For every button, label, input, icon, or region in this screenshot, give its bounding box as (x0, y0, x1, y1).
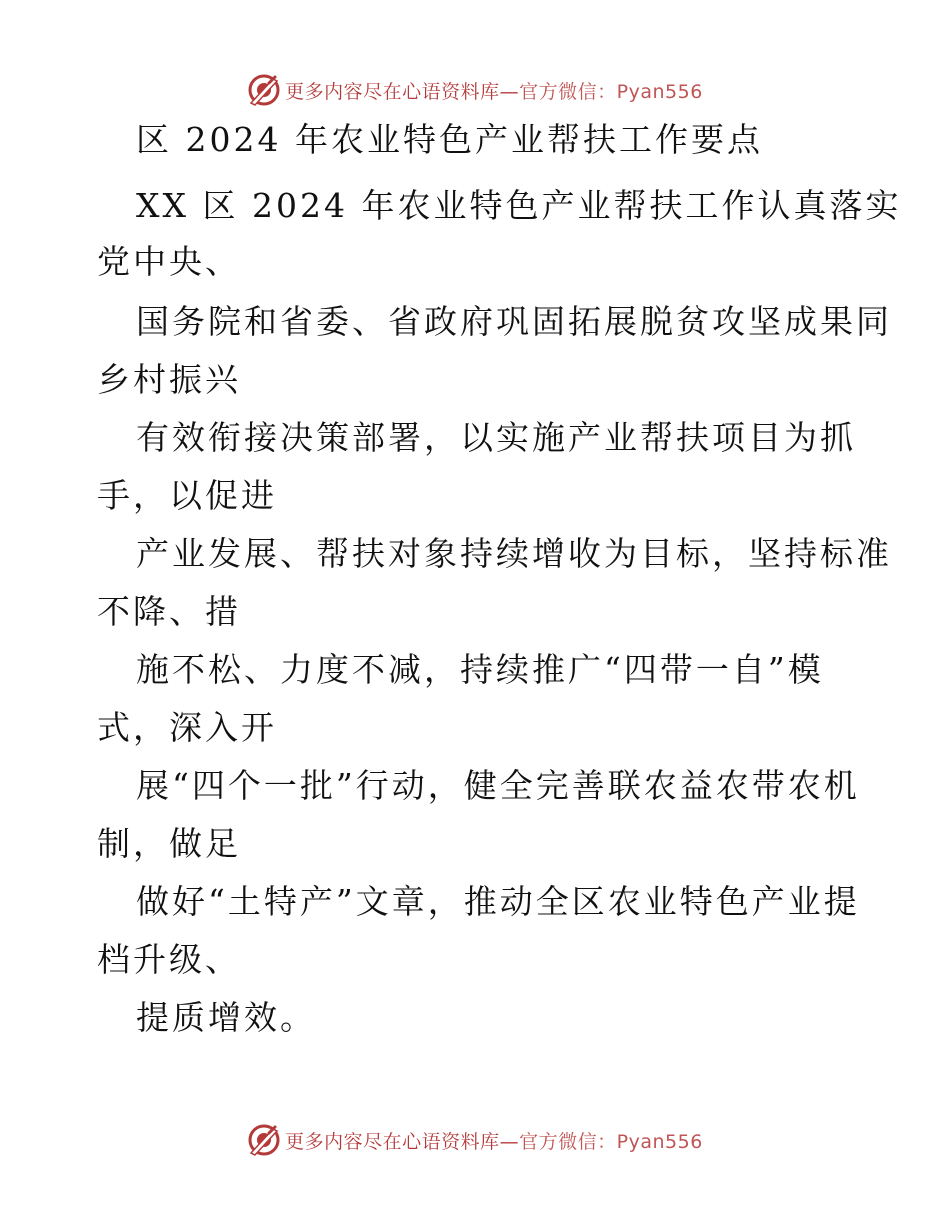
watermark-main-text: 更多内容尽在心语资料库 (285, 80, 500, 103)
watermark-dash: — (499, 1130, 520, 1153)
paragraph-line: 国务院和省委、省政府巩固拓展脱贫攻坚成果同 (136, 302, 892, 341)
paragraph-line: 党中央、 (97, 242, 241, 281)
paragraph-line: 提质增效。 (136, 998, 316, 1037)
paragraph-line: XX 区 2024 年农业特色产业帮扶工作认真落实 (136, 186, 902, 225)
paragraph-line: 式，深入开 (97, 708, 277, 747)
paragraph-line: 制，做足 (97, 824, 241, 863)
paragraph-line: 施不松、力度不减，持续推广“四带一自”模 (136, 650, 824, 689)
paragraph-line: 展“四个一批”行动，健全完善联农益农带农机 (136, 766, 860, 805)
watermark-dash: — (499, 80, 520, 103)
watermark-wechat-text: 官方微信：Pyan556 (519, 80, 703, 103)
paragraph-line: 乡村振兴 (97, 360, 241, 399)
header-watermark (0, 70, 950, 110)
watermark-text (285, 1127, 703, 1154)
paragraph-line: 有效衔接决策部署，以实施产业帮扶项目为抓 (136, 418, 856, 457)
document-title: 区 2024 年农业特色产业帮扶工作要点 (136, 120, 763, 159)
paragraph-line: 不降、措 (97, 592, 241, 631)
watermark-main-text: 更多内容尽在心语资料库 (285, 1130, 500, 1153)
paragraph-line: 档升级、 (97, 940, 241, 979)
paragraph-line: 手，以促进 (97, 476, 277, 515)
watermark-wechat-text: 官方微信：Pyan556 (519, 1130, 703, 1153)
footer-watermark (0, 1120, 950, 1160)
paragraph-line: 产业发展、帮扶对象持续增收为目标，坚持标准 (136, 534, 892, 573)
quill-seal-logo-icon (247, 1123, 281, 1157)
paragraph-line: 做好“土特产”文章，推动全区农业特色产业提 (136, 882, 860, 921)
watermark-text (285, 77, 703, 104)
quill-seal-logo-icon (247, 73, 281, 107)
